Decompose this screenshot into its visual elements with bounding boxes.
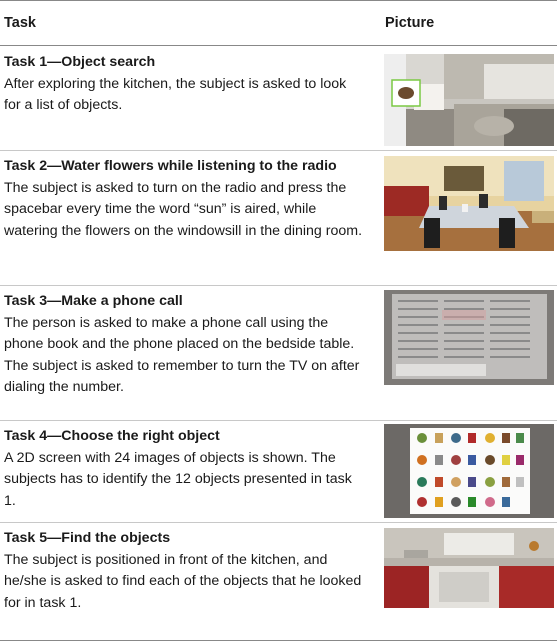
task-cell xyxy=(4,528,364,614)
table-row xyxy=(0,522,557,641)
table-row xyxy=(0,46,557,151)
task-title: Task 4—Choose the right object xyxy=(4,428,220,444)
object-grid-scene-image xyxy=(384,424,554,518)
task-cell xyxy=(4,426,364,512)
task-cell xyxy=(4,52,364,117)
task-title: Task 5—Find the objects xyxy=(4,530,171,546)
task-description: The subject is asked to turn on the radio and press the spacebar every time the word “sun” is aired, while watering the flowers on the windowsill in the dining room. xyxy=(4,179,363,239)
table-row xyxy=(0,420,557,523)
dining-room-scene-image xyxy=(384,156,554,251)
table-row xyxy=(0,150,557,286)
task-description: The person is asked to make a phone call using the phone book and the phone placed on the bedside table. The subject is asked to remember to turn the TV on after dialing the number. xyxy=(4,314,360,395)
kitchen-front-scene-image xyxy=(384,528,554,608)
phone-book-scene-image xyxy=(384,290,554,385)
kitchen-scene-image xyxy=(384,54,554,146)
task-title: Task 1—Object search xyxy=(4,54,156,70)
task-cell xyxy=(4,291,364,399)
table-row xyxy=(0,285,557,421)
task-title: Task 2—Water flowers while listening to the radio xyxy=(4,158,337,174)
task-cell xyxy=(4,156,364,242)
task-description: After exploring the kitchen, the subject is asked to look for a list of objects. xyxy=(4,75,347,113)
task-description: The subject is positioned in front of the kitchen, and he/she is asked to find each of the objects that he looked for in task 1. xyxy=(4,551,362,611)
task-title: Task 3—Make a phone call xyxy=(4,293,183,309)
task-description: A 2D screen with 24 images of objects is shown. The subjects has to identify the 12 objects presented in task 1. xyxy=(4,449,352,509)
header-picture: Picture xyxy=(385,15,435,31)
header-task: Task xyxy=(4,15,36,31)
table-header xyxy=(0,0,557,46)
